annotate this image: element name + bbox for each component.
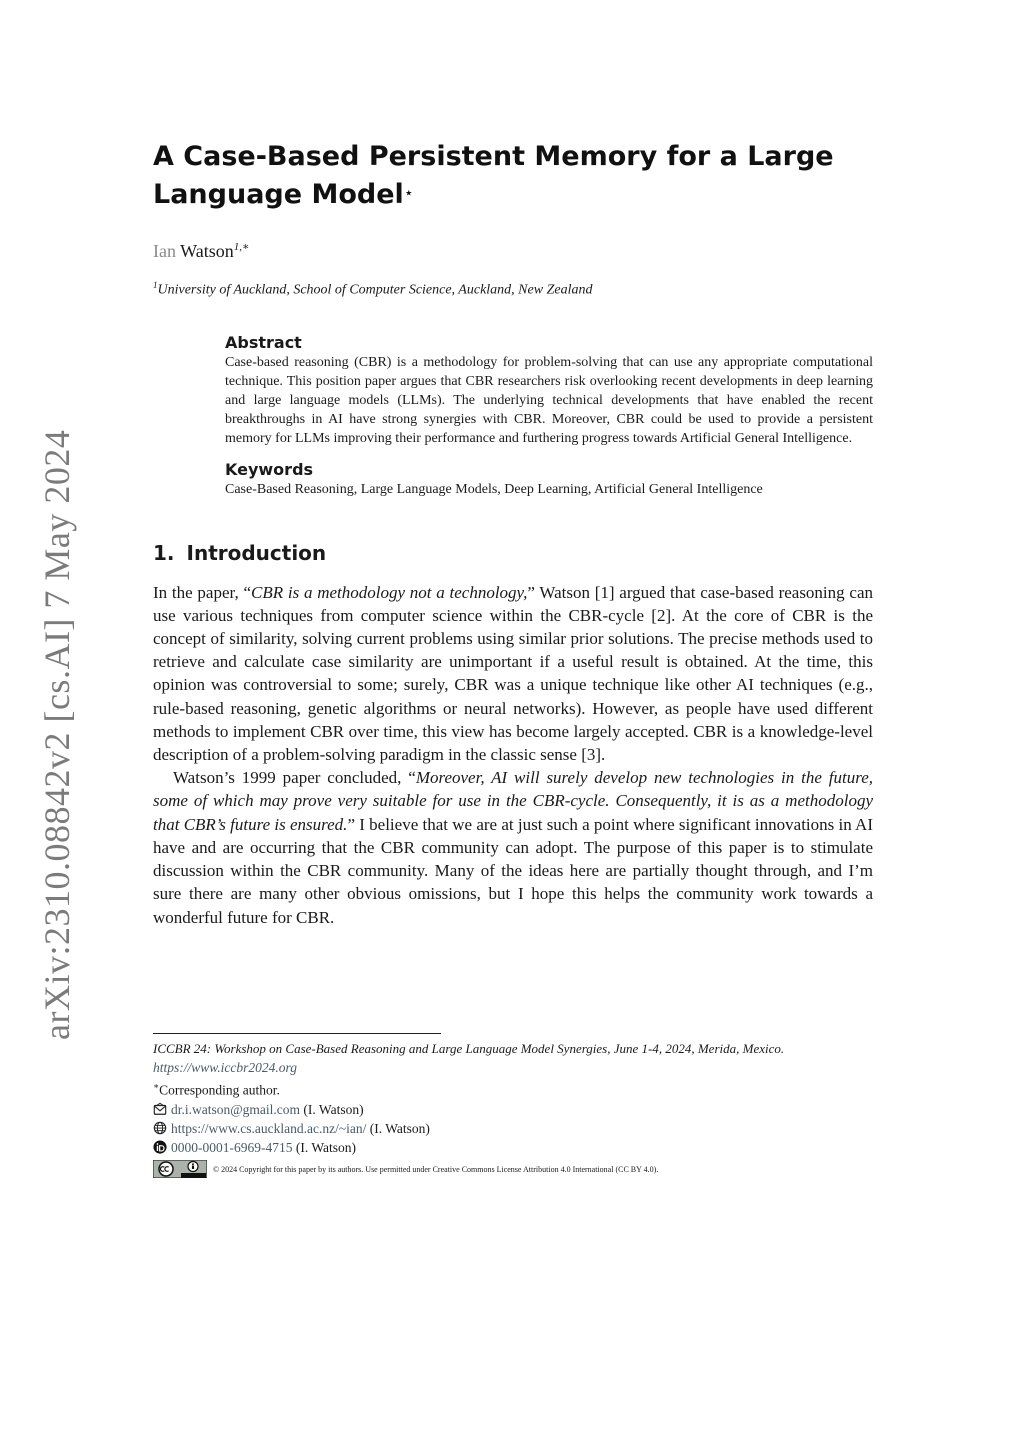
website-line xyxy=(153,1119,873,1138)
abstract-heading: Abstract xyxy=(225,332,302,352)
globe-icon xyxy=(153,1121,167,1135)
paper-content xyxy=(153,138,873,929)
paragraph-text: ” Watson [1] argued that case-based reasoning can use various techniques from computer science within the CBR-cycle [2]. At the core of CBR is the concept of similarity, solving current problems using similar prior solutions. The precise methods used to retrieve and calculate case similarity are unimportant if a useful result is obtained. At the time, this opinion was controversial to some; surely, CBR was a unique technique like other AI techniques (e.g., rule-based reasoning, genetic algorithms or neural networks). However, as people have used different methods to implement CBR over time, this view has become largely accepted. CBR is a knowledge-level description of a problem-solving paradigm in the classic sense [3]. xyxy=(153,582,873,765)
abstract-block xyxy=(225,333,873,499)
keywords-heading: Keywords xyxy=(225,459,314,479)
website-owner: (I. Watson) xyxy=(369,1120,430,1136)
email-owner: (I. Watson) xyxy=(303,1101,364,1117)
title-footnote-mark: ⋆ xyxy=(403,183,414,202)
title-text: A Case-Based Persistent Memory for a Large Language Model xyxy=(153,141,834,210)
paragraph-text: In the paper, “ xyxy=(153,582,252,602)
orcid-icon xyxy=(153,1140,167,1154)
keywords-text: Case-Based Reasoning, Large Language Models, Deep Learning, Artificial General Intelligence xyxy=(225,481,763,497)
paragraph-text: ” I believe that we are at just such a point where significant innovations in AI have and are occurring that the CBR community can adopt. The purpose of this paper is to stimulate discussion within the CBR community. Many of the ideas here are partially thought through, and I’m sure there are many other obvious omissions, but I hope this helps the community work towards a wonderful future for CBR. xyxy=(153,814,873,927)
orcid-owner: (I. Watson) xyxy=(295,1139,357,1155)
affiliation-text: University of Auckland, School of Computer Science, Auckland, New Zealand xyxy=(157,282,593,298)
license-text: © 2024 Copyright for this paper by its authors. Use permitted under Creative Commons License Attribution 4.0 International (CC BY 4.0). xyxy=(213,1164,659,1174)
license-line xyxy=(153,1160,873,1179)
orcid-line xyxy=(153,1138,873,1157)
conference-url-line xyxy=(153,1058,873,1077)
website-link[interactable]: https://www.cs.auckland.ac.nz/~ian/ xyxy=(171,1120,367,1136)
author-line xyxy=(153,240,873,262)
conference-link[interactable]: https://www.iccbr2024.org xyxy=(153,1060,298,1075)
corresponding-text: Corresponding author. xyxy=(159,1082,280,1098)
affiliation-mark: 1 xyxy=(153,280,158,290)
author-last-name: Watson xyxy=(180,241,234,261)
email-line xyxy=(153,1100,873,1119)
conference-note: ICCBR 24: Workshop on Case-Based Reasoning and Large Language Model Synergies, June 1-4, 2024, Merida, Mexico. xyxy=(153,1041,785,1056)
footnote-rule xyxy=(153,1033,441,1034)
author-mark: 1,∗ xyxy=(233,241,250,253)
envelope-icon xyxy=(153,1102,167,1116)
paragraph xyxy=(153,581,873,767)
paragraph-text: Watson’s 1999 paper concluded, “ xyxy=(173,768,416,788)
author-first-name: Ian xyxy=(153,241,176,261)
paragraph xyxy=(153,766,873,928)
paper-title xyxy=(153,138,873,214)
paragraph-quote: Moreover, AI will surely develop new technologies in the future, some of which may prove very suitable for use in the CBR-cycle. Consequently, it is as a methodology that CBR’s future is ensured. xyxy=(153,768,873,834)
section-number: 1. xyxy=(153,540,175,565)
section-heading xyxy=(153,541,873,565)
corresponding-mark: ∗ xyxy=(153,1081,160,1091)
arxiv-identifier: arXiv:2310.08842v2 [cs.AI] 7 May 2024 xyxy=(37,429,77,1040)
orcid-link[interactable]: 0000-0001-6969-4715 xyxy=(171,1139,293,1155)
footnotes xyxy=(153,1033,873,1179)
email-link[interactable]: dr.i.watson@gmail.com xyxy=(171,1101,301,1117)
paragraph-quote: CBR is a methodology not a technology, xyxy=(251,582,528,602)
cc-by-license-icon xyxy=(153,1160,207,1178)
section-body xyxy=(153,581,873,929)
abstract-text: Case-based reasoning (CBR) is a methodology for problem-solving that can use any appropriate computational technique. This position paper argues that CBR researchers risk overlooking recent developments in deep learning and large language models (LLMs). The underlying technical developments that have enabled the recent breakthroughs in AI have strong synergies with CBR. Moreover, CBR could be used to provide a persistent memory for LLMs improving their performance and furthering progress towards Artificial General Intelligence. xyxy=(225,354,873,446)
affiliation xyxy=(153,280,873,299)
section-title: Introduction xyxy=(186,540,327,565)
corresponding-note xyxy=(153,1077,873,1100)
